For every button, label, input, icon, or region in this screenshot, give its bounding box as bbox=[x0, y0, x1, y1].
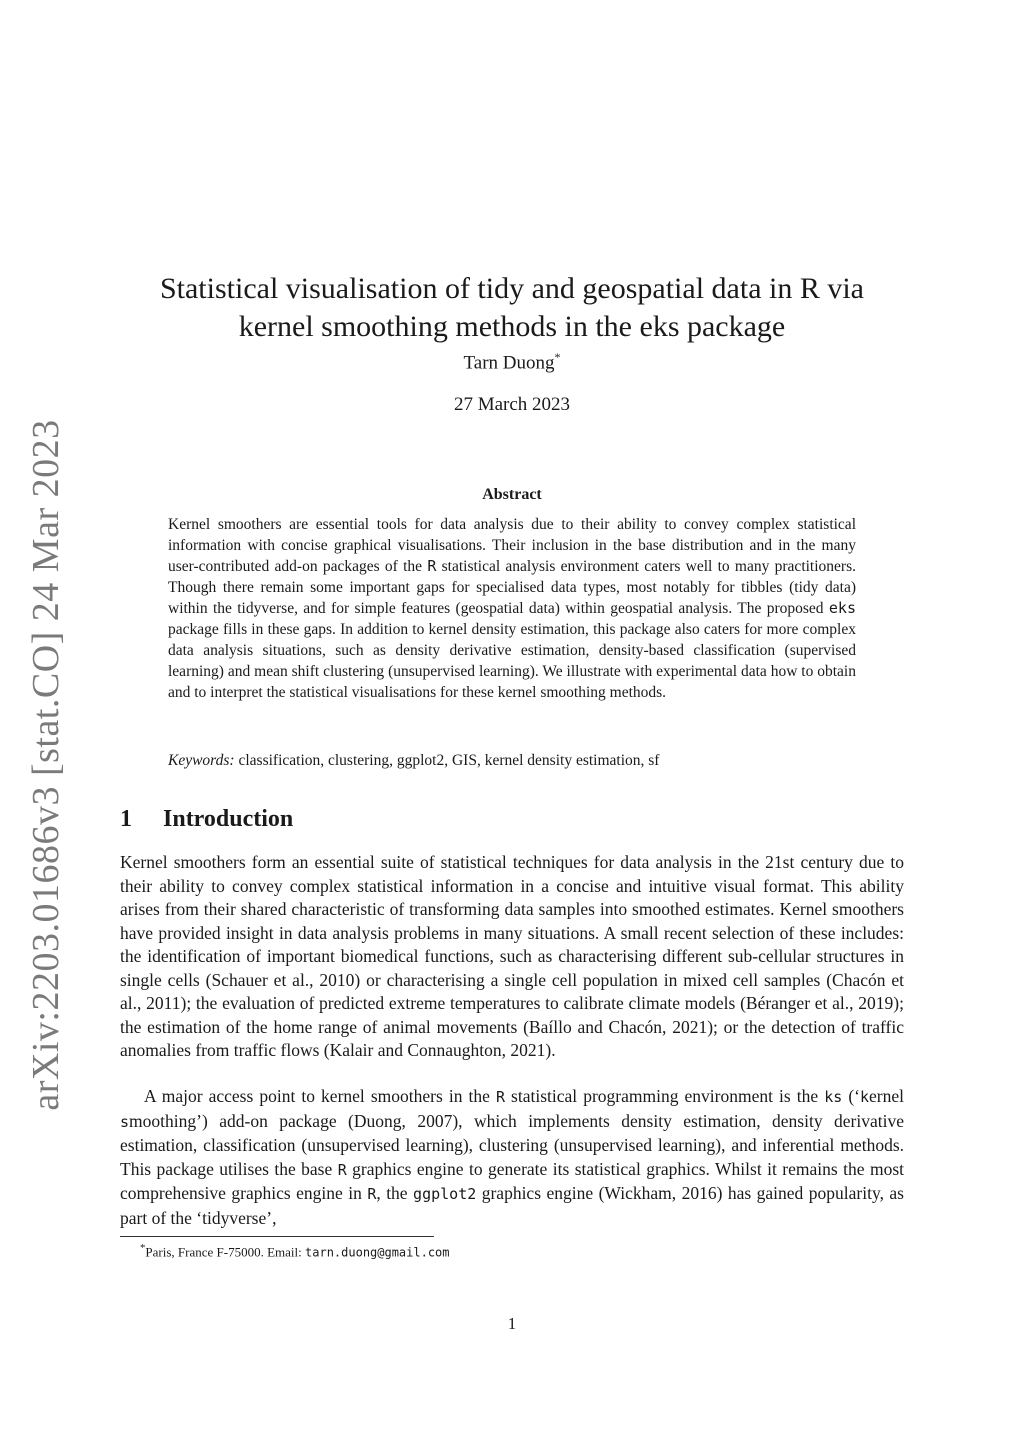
intro-code-s: s bbox=[120, 1112, 130, 1131]
paper-title bbox=[120, 270, 904, 346]
intro-p2-text-a: A major access point to kernel smoothers in the bbox=[144, 1086, 496, 1106]
title-line-2: kernel smoothing methods in the eks package bbox=[238, 310, 786, 344]
publication-date: 27 March 2023 bbox=[453, 394, 571, 415]
intro-p2-text-h: graphics engine (Wickham, 2016) has gained popularity, as part of the ‘tidyverse’, bbox=[120, 1183, 904, 1228]
arxiv-identifier-stamp: arXiv:2203.01686v3 [stat.CO] 24 Mar 2023 bbox=[25, 419, 67, 1111]
section-title: Introduction bbox=[163, 806, 294, 832]
abstract-heading: Abstract bbox=[482, 486, 542, 503]
page-number: 1 bbox=[507, 1314, 517, 1333]
keywords-label: Keywords: bbox=[168, 752, 235, 769]
footnote-text: Paris, France F-75000. Email: bbox=[145, 1244, 306, 1260]
author-email-link[interactable]: tarn.duong@gmail.com bbox=[305, 1245, 450, 1260]
footnote-divider bbox=[120, 1236, 434, 1237]
abstract-part-2: statistical analysis environment caters well to many practitioners. Though there remain some important gaps for specialised data types, most notably for tibbles (tidy data) within the tidyverse, and for simple features (geospatial data) within geospatial analysis. The proposed bbox=[168, 558, 856, 617]
section-number: 1 bbox=[120, 806, 132, 832]
title-line-1: Statistical visualisation of tidy and geospatial data in R via bbox=[159, 272, 865, 306]
abstract-part-3: package fills in these gaps. In addition to kernel density estimation, this package also caters for more complex data analysis situations, such as density derivative estimation, density-based classification (supervised learning) and mean shift clustering (unsupervised learning). We illustrate with experimental data how to obtain and to interpret the statistical visualisations for these kernel smoothing methods. bbox=[168, 621, 856, 701]
abstract-code-r: R bbox=[427, 557, 437, 575]
footnote-mark: * bbox=[140, 1242, 146, 1254]
abstract-code-eks: eks bbox=[828, 599, 856, 617]
keywords-list: classification, clustering, ggplot2, GIS, kernel density estimation, sf bbox=[234, 752, 660, 769]
intro-code-k: k bbox=[859, 1088, 870, 1106]
keywords bbox=[168, 752, 856, 770]
author bbox=[120, 350, 904, 374]
intro-code-ks: ks bbox=[824, 1088, 843, 1106]
abstract-part-1: Kernel smoothers are essential tools for data analysis due to their ability to convey complex statistical information with concise graphical visualisations. Their inclusion in the base distribution and in the many user-contributed add-on packages of the bbox=[168, 516, 856, 575]
abstract-text bbox=[168, 514, 856, 703]
intro-code-r: R bbox=[495, 1088, 505, 1106]
intro-p2-text-d: ernel bbox=[869, 1086, 904, 1106]
author-name: Tarn Duong bbox=[463, 352, 555, 374]
intro-p2-text-b: statistical programming environment is the bbox=[504, 1086, 825, 1106]
footnote bbox=[140, 1242, 450, 1260]
intro-code-r-3: R bbox=[367, 1185, 377, 1203]
section-heading-introduction bbox=[120, 806, 293, 833]
intro-p2-text-f: graphics engine to generate its statistical graphics. Whilst it remains the most comprehensive graphics engine in bbox=[120, 1158, 904, 1203]
intro-paragraph-1: Kernel smoothers form an essential suite of statistical techniques for data analysis in the 21st century due to their ability to convey complex statistical information in a concise and intuitive visual format. This ability arises from their shared characteristic of transforming data samples into smoothed estimates. Kernel smoothers have provided insight in data analysis problems in many situations. A small recent selection of these includes: the identification of important biomedical functions, such as characterising different sub-cellular structures in single cells (Schauer et al., 2010) or characterising a single cell population in mixed cell samples (Chacón et al., 2011); the evaluation of predicted extreme temperatures to calibrate climate models (Béranger et al., 2019); the estimation of the home range of animal movements (Baíllo and Chacón, 2021); or the detection of traffic anomalies from traffic flows (Kalair and Connaughton, 2021). bbox=[120, 852, 904, 1060]
intro-p2-text-g: , the bbox=[376, 1183, 414, 1203]
intro-code-ggplot2: ggplot2 bbox=[413, 1185, 477, 1203]
intro-p2-text-c: (‘ bbox=[842, 1086, 860, 1106]
intro-paragraph-2 bbox=[120, 1085, 904, 1230]
author-footnote-mark: * bbox=[554, 350, 561, 364]
intro-code-r-2: R bbox=[337, 1160, 347, 1179]
intro-p2-text-e: moothing’) add-on package (Duong, 2007), which implements density estimation, density derivative estimation, classification (unsupervised learning), clustering (unsupervised learning), and inferential methods. This package utilises the base bbox=[120, 1110, 904, 1179]
